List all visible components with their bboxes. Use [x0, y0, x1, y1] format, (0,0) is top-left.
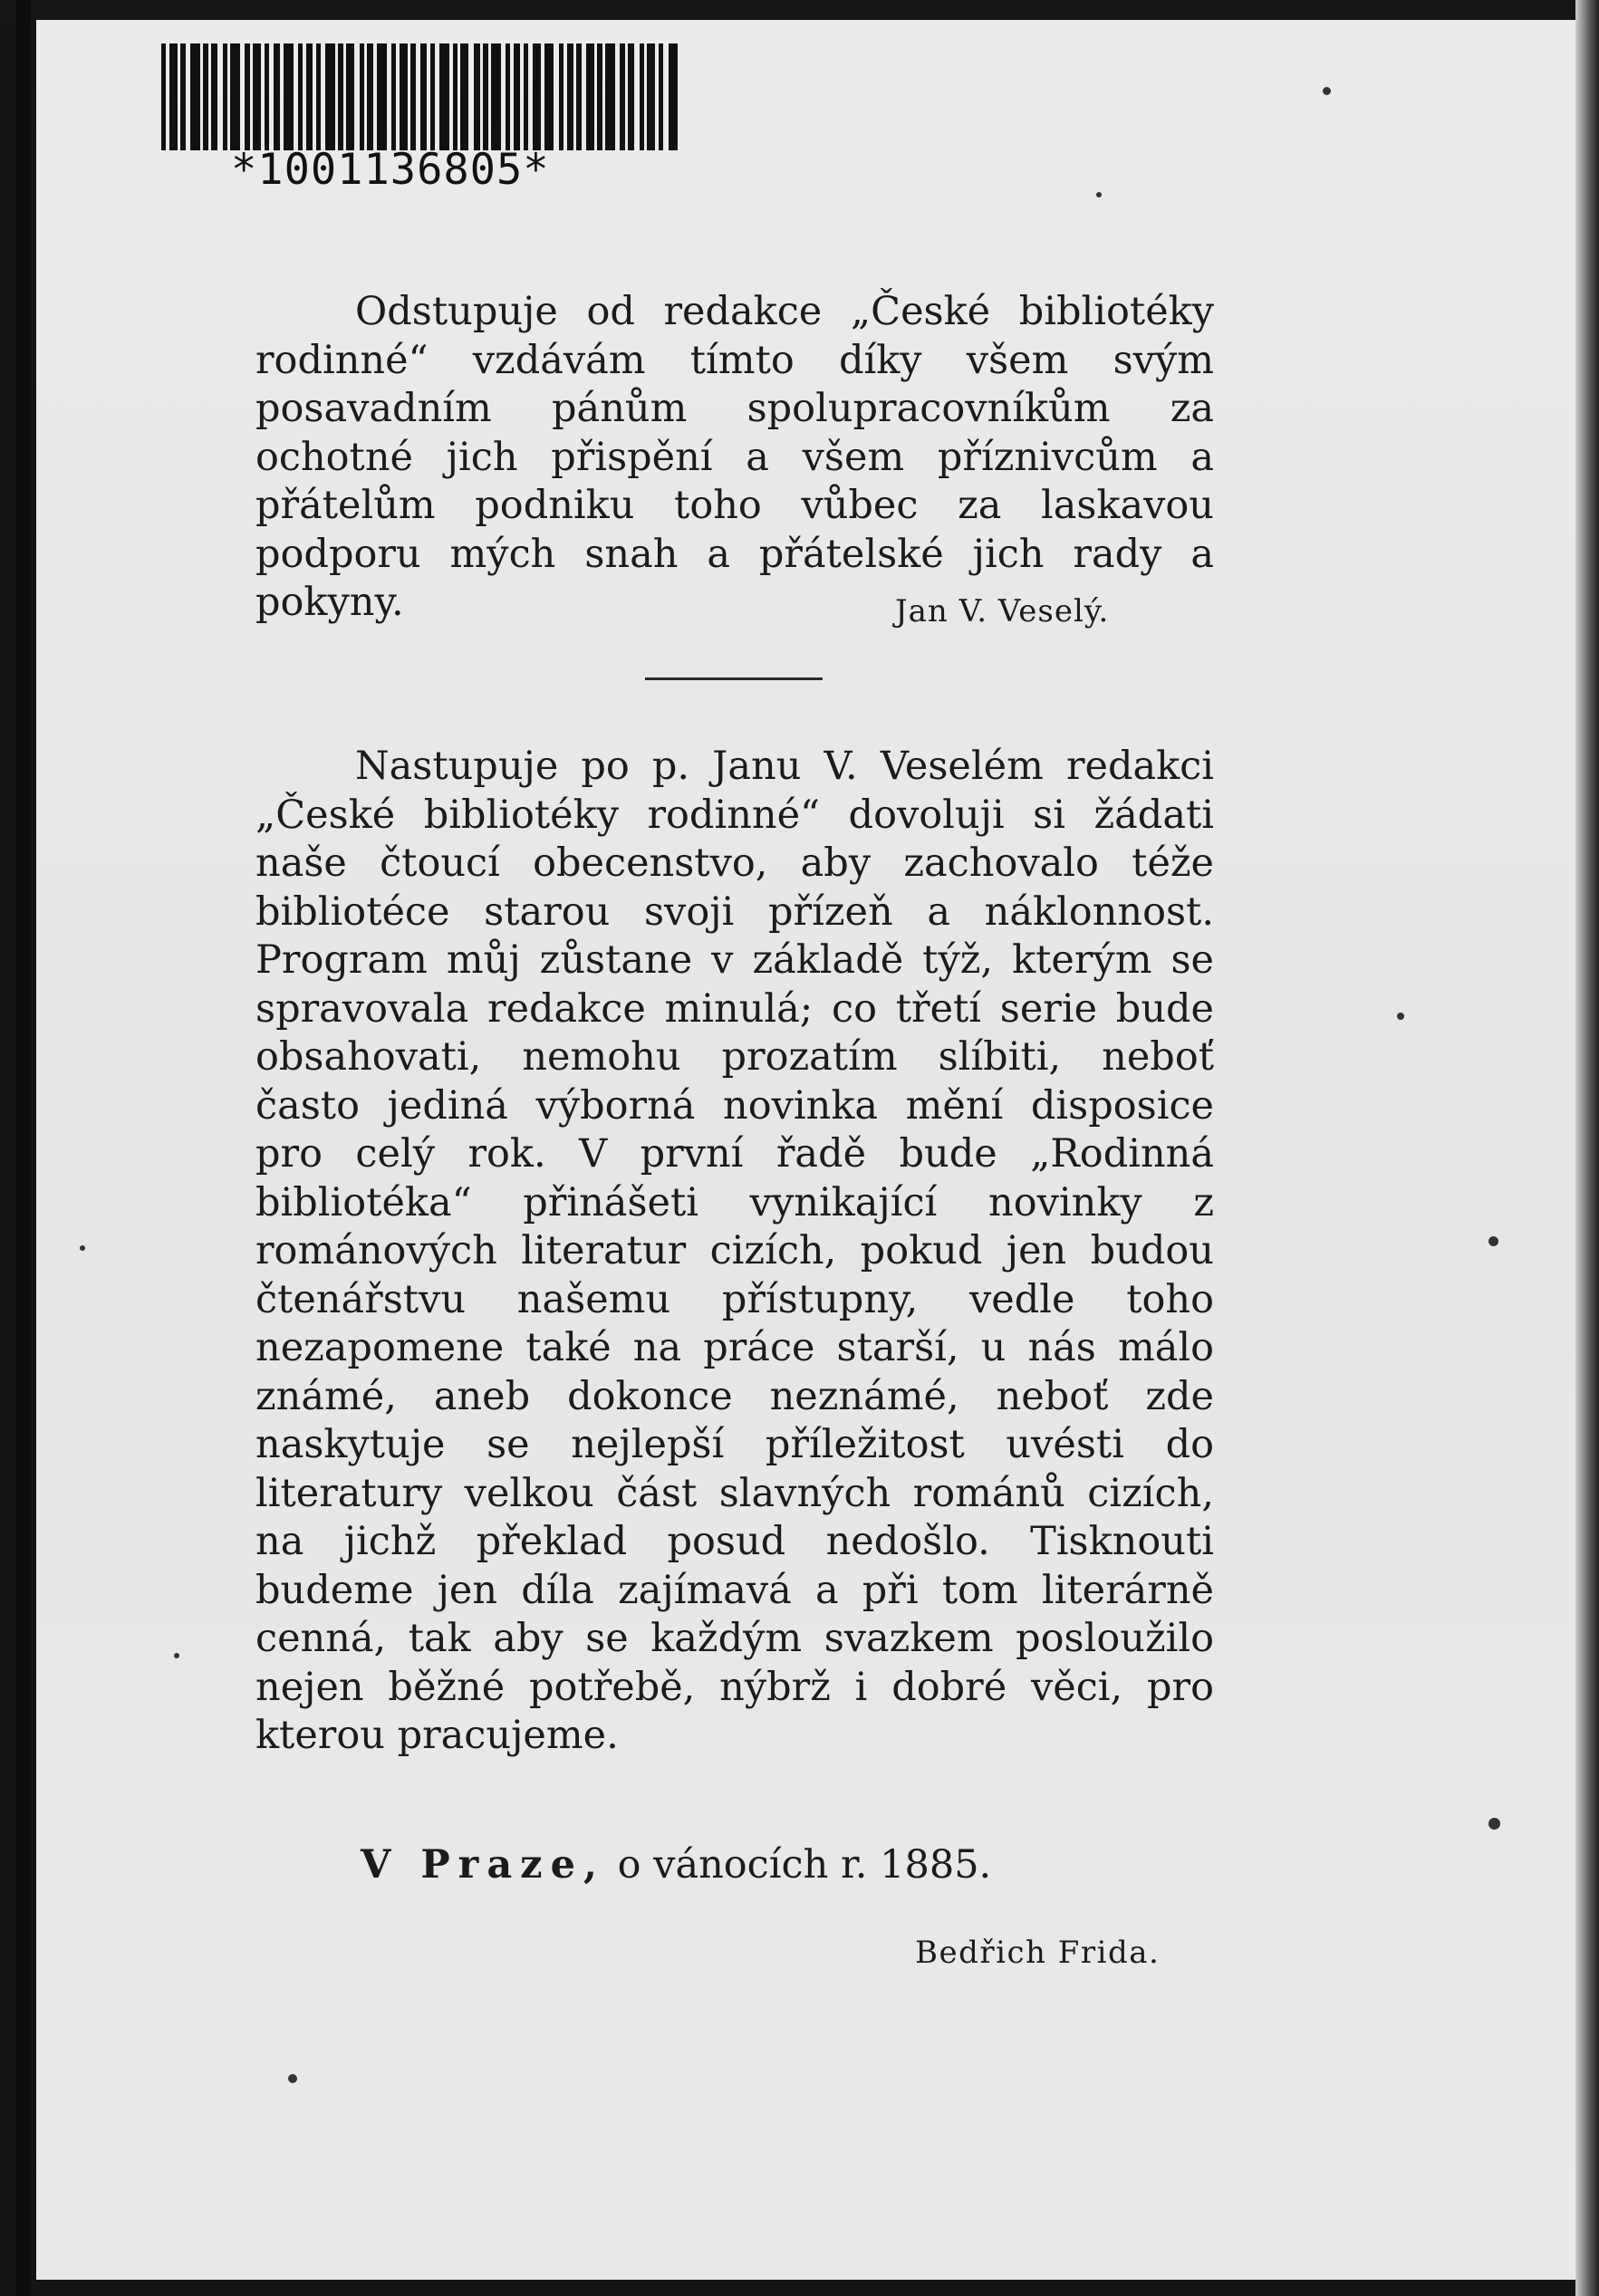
dust-speck	[288, 2074, 297, 2083]
dateline-place: V Praze,	[361, 1842, 605, 1888]
notice-1-paragraph: Odstupuje od redakce „České bibliotéky rodinné“ vzdávám tímto díky všem svým posavadním pánům spolupracovníkům za ochotné jich přispění a všem příznivcům a přátelům podniku toho vůbec za laskavou podporu mých snah a přátelské jich rady a pokyny.	[255, 289, 1214, 625]
dust-speck	[80, 1245, 85, 1251]
dateline	[361, 1842, 991, 1888]
dust-speck	[1488, 1236, 1498, 1246]
notice-1-signature: Jan V. Veselý.	[895, 593, 1110, 629]
scan-top-edge	[0, 0, 1599, 22]
scan-right-edge	[1575, 0, 1599, 2296]
dust-speck	[1096, 192, 1102, 197]
dust-speck	[1323, 87, 1331, 95]
notice-2-paragraph: Nastupuje po p. Janu V. Veselém redakci „České bibliotéky rodinné“ dovoluji si žádati naše čtoucí obecenstvo, aby zachovalo téže bibliotéce starou svoji přízeň a náklonnost. Program můj zůstane v základě týž, kterým se spravovala redakce minulá; co třetí serie bude obsahovati, nemohu prozatím slíbiti, neboť často jediná výborná novinka mění disposice pro celý rok. V první řadě bude „Rodinná bibliotéka“ přinášeti vynikající novinky z románových literatur cizích, pokud jen budou čtenářstvu našemu přístupny, vedle toho nezapomene také na práce starší, u nás málo známé, aneb dokonce neznámé, neboť zde naskytuje se nejlepší příležitost uvésti do literatury velkou část slavných románů cizích, na jichž překlad posud nedošlo. Tisknouti budeme jen díla zajímavá a při tom literárně cenná, tak aby se každým svazkem posloužilo nejen běžné potřebě, nýbrž i dobré věci, pro kterou pracujeme.	[255, 744, 1214, 1758]
dust-speck	[174, 1653, 179, 1658]
barcode-number: *1001136805*	[231, 145, 550, 195]
dust-speck	[1397, 1013, 1404, 1020]
dust-speck	[1488, 1818, 1500, 1830]
scan-spine-edge	[16, 0, 31, 2296]
dateline-date: o vánocích r. 1885.	[617, 1842, 992, 1888]
section-divider	[645, 677, 823, 680]
notice-2-signature: Bedřich Frida.	[915, 1935, 1161, 1971]
barcode-image	[161, 43, 682, 150]
